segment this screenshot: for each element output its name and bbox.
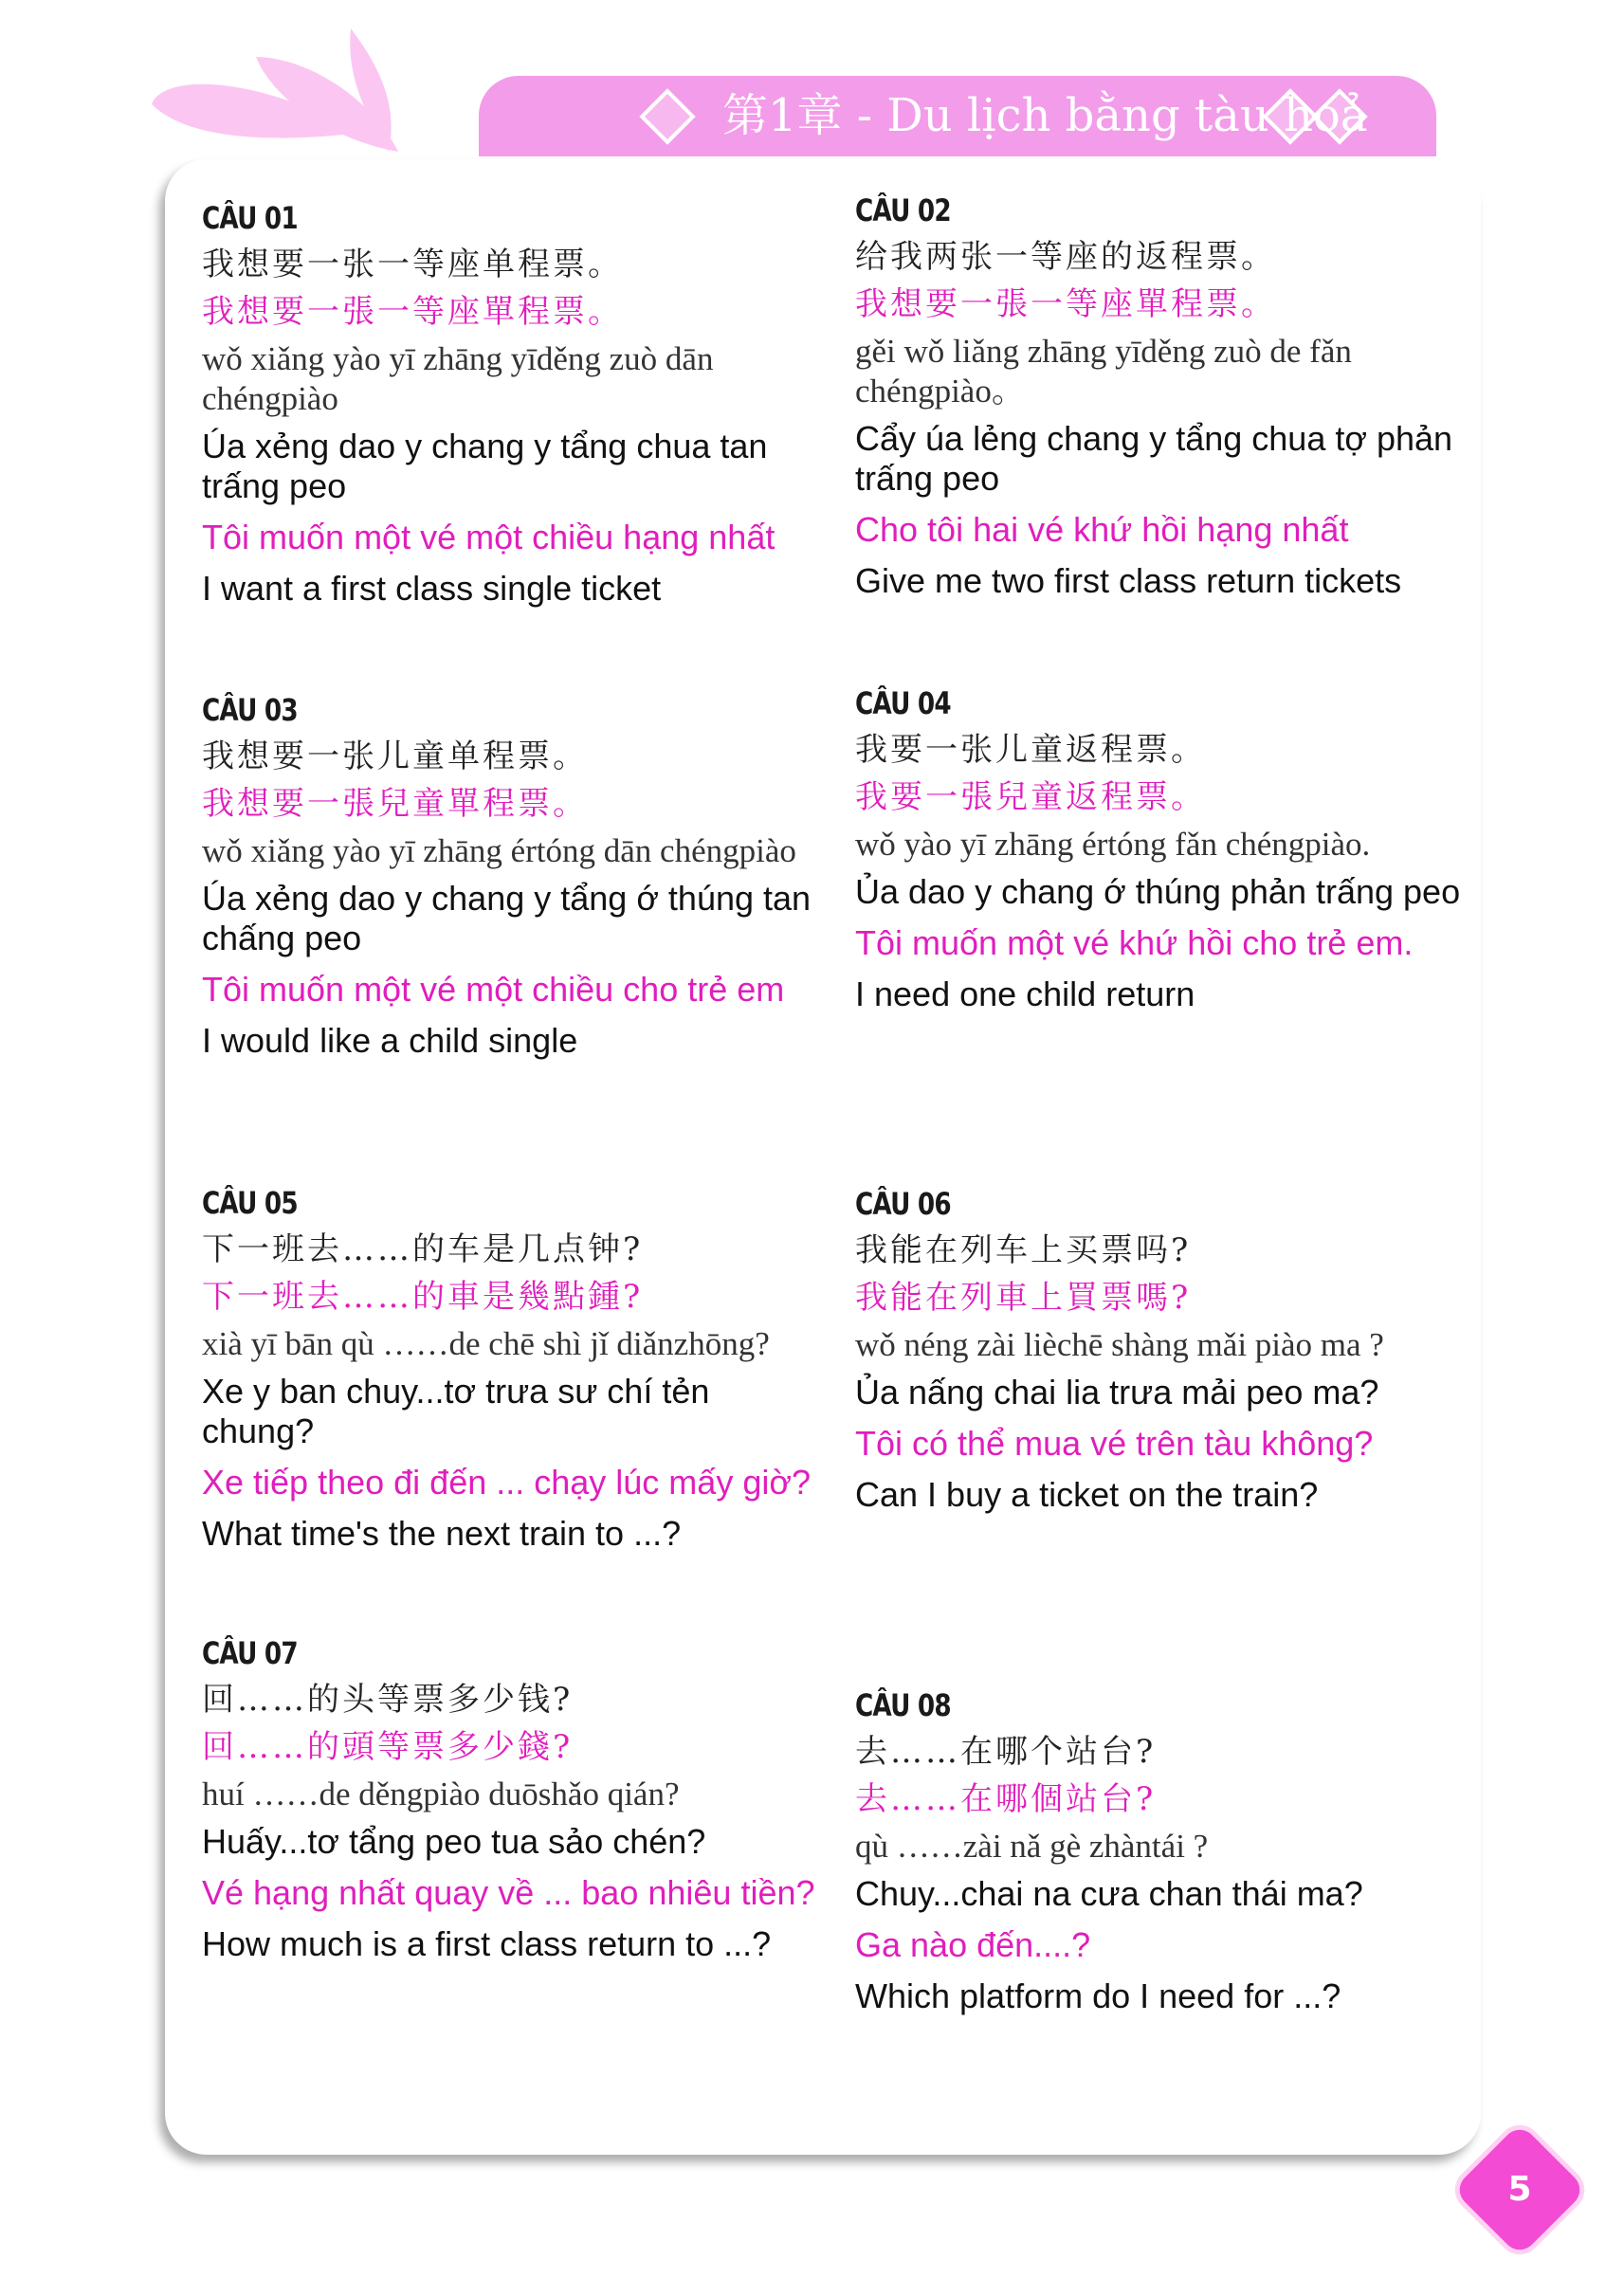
entry-label: CÂU 07 — [202, 1635, 298, 1671]
entry-label: CÂU 02 — [855, 192, 951, 228]
pinyin: xià yī bān qù ……de chē shì jǐ diǎnzhōng? — [202, 1325, 770, 1362]
chinese-traditional: 我想要一張一等座單程票。 — [202, 293, 623, 331]
entry-label: CÂU 04 — [855, 685, 951, 721]
chinese-simplified: 回……的头等票多少钱? — [202, 1681, 574, 1719]
vietnamese-phonetic: Xe y ban chuy...tơ trưa sư chí tẻn chung? — [202, 1372, 710, 1450]
chinese-simplified: 下一班去……的车是几点钟? — [202, 1230, 644, 1268]
chinese-simplified: 我想要一张一等座单程票。 — [202, 246, 623, 283]
pinyin: wǒ xiǎng yào yī zhāng értóng dān chéngpiào — [202, 832, 796, 869]
phrase-entry-06 — [855, 1181, 1481, 1515]
chinese-simplified: 我想要一张儿童单程票。 — [202, 738, 588, 775]
vietnamese-phonetic: Úa xẻng dao y chang y tẩng ớ thúng tan chấng peo — [202, 879, 812, 957]
vietnamese-phonetic: Chuy...chai na cưa chan thái ma? — [855, 1874, 1363, 1913]
vietnamese-phonetic: Úa xẻng dao y chang y tẩng chua tan trấng peo — [202, 427, 768, 505]
english-translation: Give me two first class return tickets — [855, 561, 1402, 600]
phrase-entry-05 — [202, 1180, 828, 1554]
chinese-traditional: 去……在哪個站台? — [855, 1780, 1157, 1818]
vietnamese-translation: Tôi muốn một vé khứ hồi cho trẻ em. — [855, 923, 1414, 962]
english-translation: How much is a first class return to ...? — [202, 1924, 772, 1963]
chinese-simplified: 给我两张一等座的返程票。 — [855, 238, 1276, 276]
chinese-simplified: 我能在列车上买票吗? — [855, 1231, 1192, 1269]
chinese-traditional: 回……的頭等票多少錢? — [202, 1728, 574, 1766]
pinyin: qù ……zài nǎ gè zhàntái ? — [855, 1828, 1209, 1865]
phrase-entry-02 — [855, 188, 1481, 601]
chinese-simplified: 去……在哪个站台? — [855, 1733, 1157, 1771]
vietnamese-translation: Tôi muốn một vé một chiều hạng nhất — [202, 518, 776, 556]
pinyin: wǒ yào yī zhāng értóng fǎn chéngpiào. — [855, 826, 1371, 863]
vietnamese-translation: Cho tôi hai vé khứ hồi hạng nhất — [855, 510, 1349, 549]
vietnamese-translation: Xe tiếp theo đi đến ... chạy lúc mấy giờ? — [202, 1463, 811, 1502]
vietnamese-phonetic: Cẩy úa lẻng chang y tẩng chua tợ phản trấng peo — [855, 419, 1453, 498]
phrase-entry-01 — [202, 195, 828, 609]
pinyin: gěi wǒ liǎng zhāng yīděng zuò de fǎn chéngpiào。 — [855, 333, 1352, 410]
entry-label: CÂU 08 — [855, 1687, 951, 1723]
chinese-traditional: 我能在列車上買票嗎? — [855, 1279, 1192, 1317]
vietnamese-phonetic: Ủa dao y chang ớ thúng phản trấng peo — [855, 872, 1461, 911]
chinese-traditional: 我想要一張一等座單程票。 — [855, 285, 1276, 323]
english-translation: Which platform do I need for ...? — [855, 1976, 1341, 2015]
english-translation: I need one child return — [855, 974, 1195, 1013]
english-translation: I would like a child single — [202, 1021, 578, 1060]
entry-label: CÂU 01 — [202, 200, 298, 236]
vietnamese-phonetic: Ủa nấng chai lia trưa mải peo ma? — [855, 1373, 1379, 1412]
page-number: 5 — [1507, 2170, 1532, 2209]
chinese-traditional: 我想要一張兒童單程票。 — [202, 785, 588, 823]
phrase-entry-07 — [202, 1630, 828, 1964]
vietnamese-translation: Tôi muốn một vé một chiều cho trẻ em — [202, 970, 785, 1009]
vietnamese-translation: Tôi có thể mua vé trên tàu không? — [855, 1424, 1374, 1463]
phrase-entry-04 — [855, 681, 1481, 1014]
pinyin: huí ……de děngpiào duōshǎo qián? — [202, 1776, 680, 1812]
vietnamese-phonetic: Huấy...tơ tẩng peo tua sảo chén? — [202, 1822, 706, 1861]
pinyin: wǒ xiǎng yào yī zhāng yīděng zuò dān chéngpiào — [202, 340, 714, 417]
english-translation: What time's the next train to ...? — [202, 1514, 682, 1553]
vietnamese-translation: Ga nào đến....? — [855, 1925, 1091, 1964]
english-translation: Can I buy a ticket on the train? — [855, 1475, 1319, 1514]
phrase-entry-03 — [202, 687, 828, 1061]
entry-label: CÂU 03 — [202, 692, 298, 728]
chapter-title: 第1章 - Du lịch bằng tàu hoả — [722, 89, 1368, 142]
entry-label: CÂU 05 — [202, 1185, 298, 1221]
vietnamese-translation: Vé hạng nhất quay về ... bao nhiêu tiền? — [202, 1873, 815, 1912]
pinyin: wǒ néng zài lièchē shàng mǎi piào ma ? — [855, 1326, 1384, 1363]
chinese-simplified: 我要一张儿童返程票。 — [855, 731, 1206, 769]
chinese-traditional: 下一班去……的車是幾點鍾? — [202, 1278, 644, 1316]
chinese-traditional: 我要一張兒童返程票。 — [855, 778, 1206, 816]
english-translation: I want a first class single ticket — [202, 569, 662, 608]
entry-label: CÂU 06 — [855, 1186, 951, 1222]
phrase-entry-08 — [855, 1683, 1481, 2016]
